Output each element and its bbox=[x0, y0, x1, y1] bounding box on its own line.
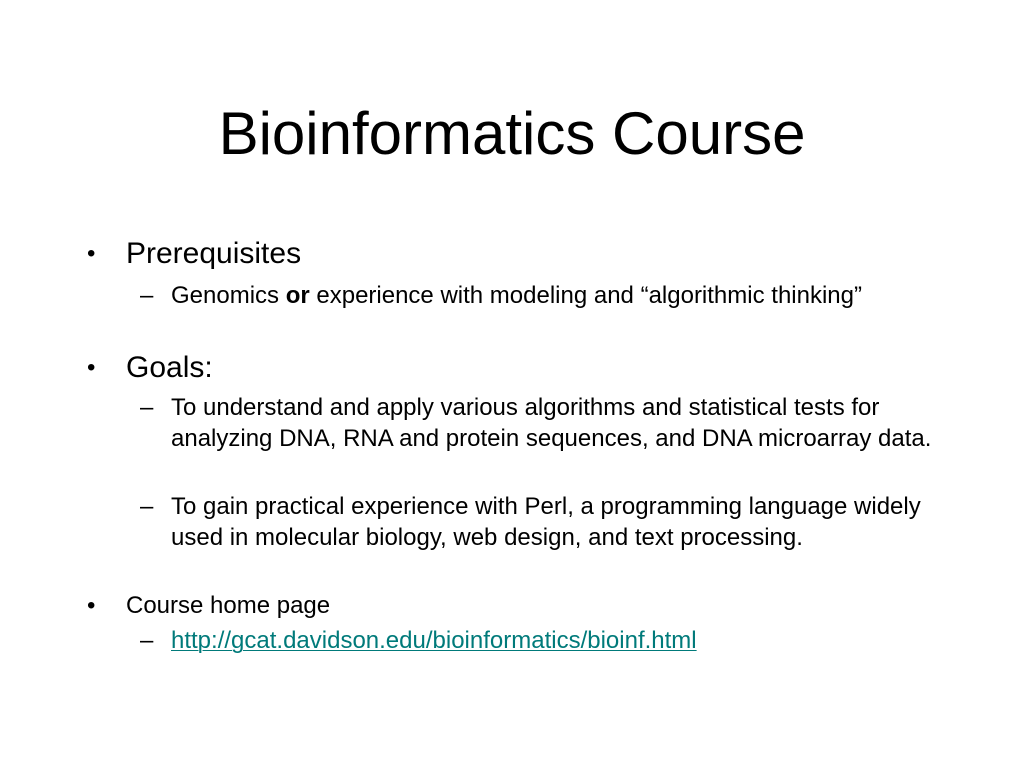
bullet-label: Course home page bbox=[126, 592, 331, 619]
sub-item-text: To understand and apply various algorithms and statistical tests for analyzing DNA, RNA and protein sequences, and DNA microarray data. bbox=[171, 394, 932, 452]
bullet-item-goals bbox=[87, 351, 946, 385]
sub-item-text: To gain practical experience with Perl, a programming language widely used in molecular biology, web design, and text processing. bbox=[171, 493, 921, 551]
sub-item-text-pre: Genomics bbox=[171, 282, 286, 309]
bullet-label: Goals: bbox=[126, 351, 213, 384]
bullet-icon: • bbox=[87, 354, 96, 381]
sub-item-goal-1 bbox=[140, 392, 941, 454]
bullet-label: Prerequisites bbox=[126, 237, 302, 270]
sub-item-goal-2 bbox=[140, 491, 941, 553]
bullet-item-prerequisites bbox=[87, 237, 946, 271]
sub-item-text-bold: or bbox=[285, 282, 310, 309]
dash-icon: – bbox=[140, 627, 154, 654]
course-home-link[interactable]: http://gcat.davidson.edu/bioinformatics/bioinf.html bbox=[171, 627, 697, 654]
bullet-item-course-home-page bbox=[87, 590, 946, 621]
dash-icon: – bbox=[140, 394, 154, 421]
sub-item-prerequisites bbox=[140, 280, 941, 311]
sub-item-text-post: experience with modeling and “algorithmic thinking” bbox=[309, 282, 862, 309]
dash-icon: – bbox=[140, 282, 154, 309]
sub-item-course-link bbox=[140, 625, 941, 656]
dash-icon: – bbox=[140, 493, 154, 520]
bullet-icon: • bbox=[87, 592, 96, 619]
slide-title: Bioinformatics Course bbox=[218, 100, 806, 167]
bullet-icon: • bbox=[87, 240, 96, 267]
